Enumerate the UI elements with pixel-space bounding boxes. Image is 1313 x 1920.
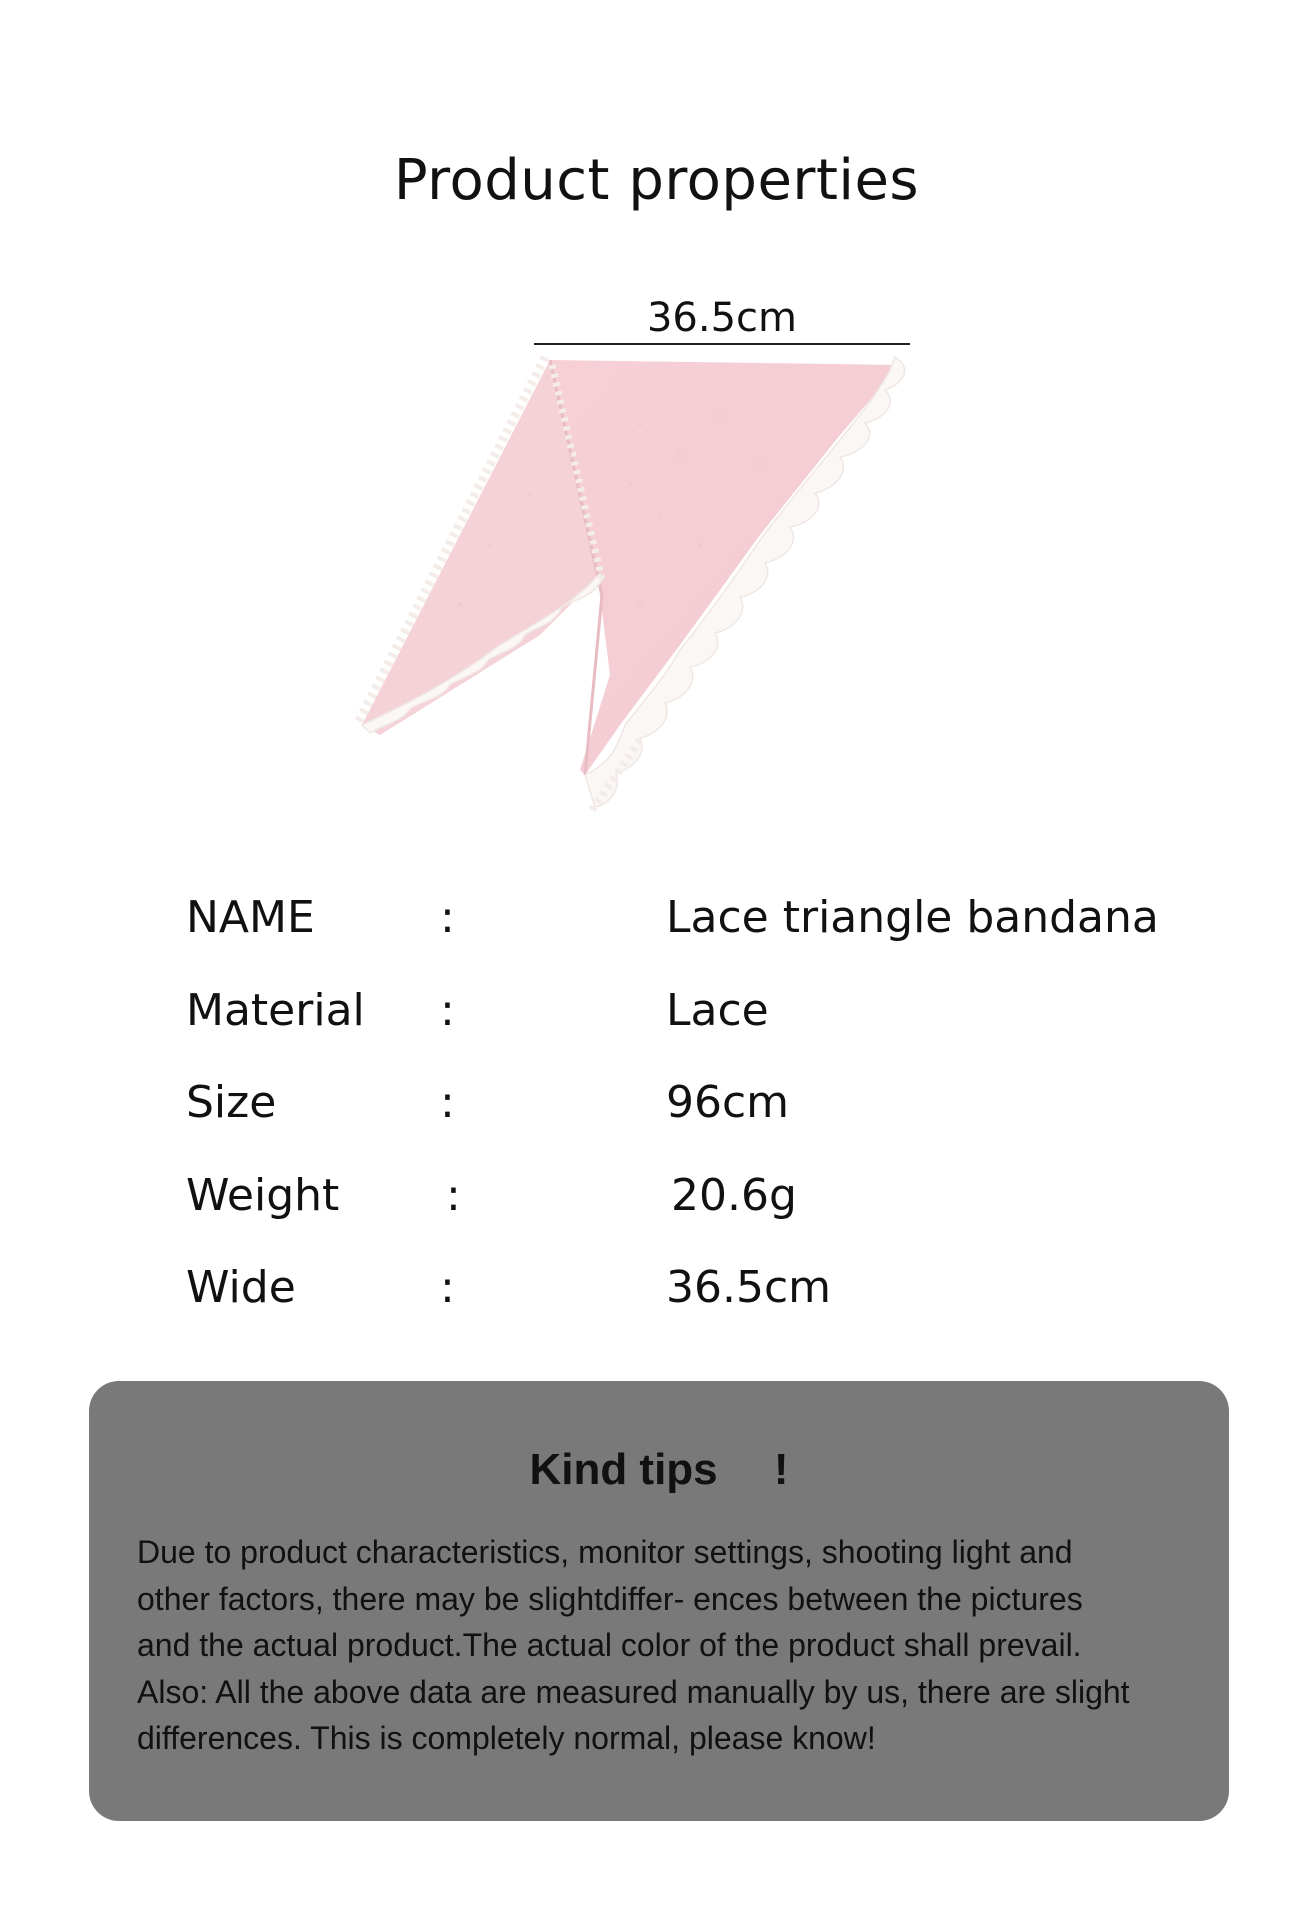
width-dimension-label: 36.5cm [646, 295, 798, 341]
property-key: Weight [186, 1170, 340, 1221]
tips-line: and the actual product.The actual color of the product shall prevail. [137, 1627, 1082, 1663]
property-key: NAME [186, 892, 315, 943]
property-colon: : [440, 1077, 455, 1128]
tips-line: other factors, there may be slightdiffer- ences between the pictures [137, 1580, 1083, 1617]
page-title: Product properties [393, 148, 920, 213]
property-colon: : [446, 1170, 461, 1221]
kind-tips-title: Kind tips ! [529, 1445, 789, 1494]
kind-tips-panel [89, 1381, 1229, 1821]
tips-line: differences. This is completely normal, please know! [137, 1720, 876, 1756]
property-colon: : [440, 892, 455, 943]
tips-line: Also: All the above data are measured manually by us, there are slight [137, 1673, 1130, 1710]
tips-line: Due to product characteristics, monitor settings, shooting light and [137, 1534, 1073, 1570]
property-key: Wide [186, 1262, 296, 1313]
property-key: Material [186, 985, 365, 1036]
property-value: 20.6g [671, 1170, 797, 1221]
property-value: 96cm [666, 1077, 790, 1128]
property-row-material [0, 985, 1313, 1045]
property-colon: : [440, 985, 455, 1036]
property-value: Lace [666, 985, 769, 1036]
property-colon: : [440, 1262, 455, 1313]
property-row-size [0, 1077, 1313, 1137]
property-value: 36.5cm [666, 1262, 832, 1313]
property-row-wide [0, 1262, 1313, 1322]
property-row-name [0, 892, 1313, 952]
kind-tips-text [137, 1529, 1207, 1762]
property-value: Lace triangle bandana [666, 892, 1159, 943]
property-key: Size [186, 1077, 277, 1128]
property-row-weight [0, 1170, 1313, 1230]
bandana-product-image [340, 345, 940, 885]
